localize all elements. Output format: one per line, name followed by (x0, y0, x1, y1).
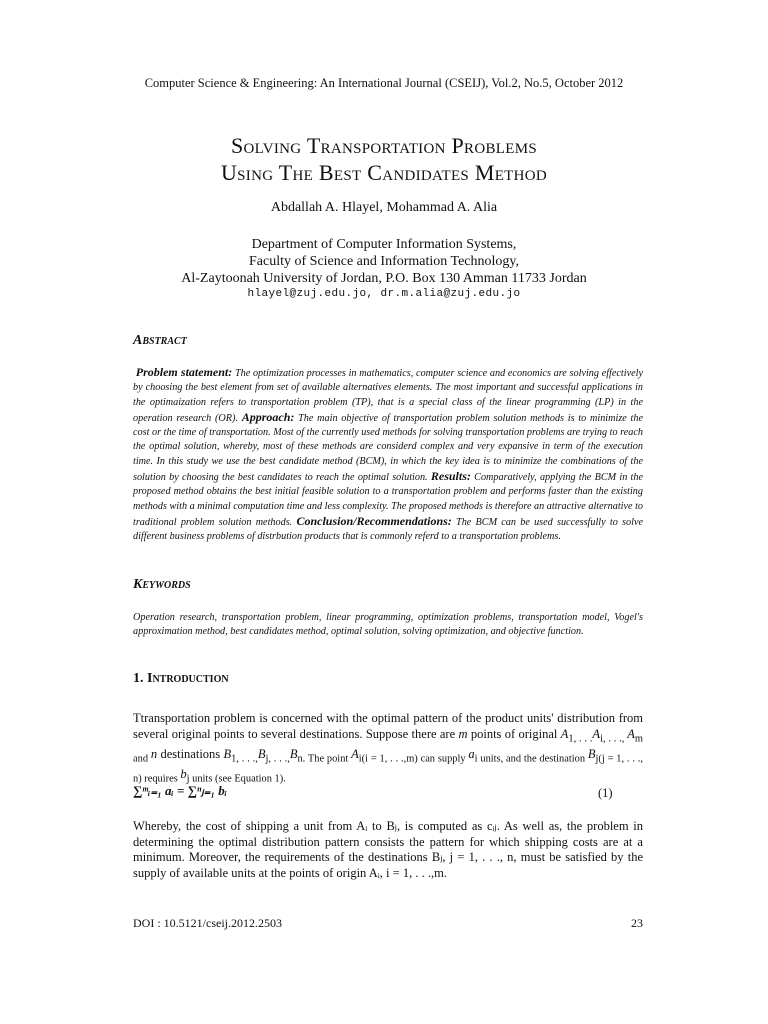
intro-var: m (458, 726, 468, 741)
intro-var: b (180, 766, 187, 781)
intro-sub: i units, and the destination (474, 753, 588, 764)
intro-sub: m and (133, 733, 643, 764)
approach-label: Approach: (241, 409, 295, 424)
equation-number: (1) (598, 786, 613, 800)
intro-var: a (468, 746, 475, 761)
introduction-paragraph-2: Whereby, the cost of shipping a unit from Aᵢ to Bⱼ, is computed as cᵢⱼ. As well as, the problem in determining the optimal distribution pattern consists the pattern for which shipping costs are at a minimum. Moreover, the requirements of the destinations Bⱼ, j = 1, . . ., n, must be satisfied by the supply of available units at the points of origin Aᵢ, i = 1, . . .,m. (133, 819, 643, 880)
intro-text: points of original (467, 726, 561, 741)
intro-var: n (150, 746, 158, 761)
doi: DOI : 10.5121/cseij.2012.2503 (133, 916, 282, 930)
author-emails: hlayel@zuj.edu.jo, dr.m.alia@zuj.edu.jo (247, 288, 521, 300)
intro-sub: 1, . . . (568, 733, 593, 744)
intro-var: A (351, 746, 359, 761)
intro-sub: j units (see Equation 1). (186, 773, 286, 784)
title-line-2: Using The Best Candidates Method (220, 160, 548, 185)
intro-sub: j, . . ., (265, 753, 290, 764)
intro-var: A (592, 726, 601, 741)
keywords-body: Operation research, transportation problem, linear programming, optimization problems, transportation model, Vogel's approximation method, best candidates method, optimal solution, solving optimization, and objective function. (133, 612, 643, 638)
intro-var: B (587, 746, 596, 761)
affiliation-line-2: Faculty of Science and Information Technology, (249, 254, 519, 269)
intro-sub: n. The point (297, 753, 352, 764)
approach-text: The main objective of transportation problem solution methods is to minimize the cost or the time of transportation. Most of the currently used methods for solving transportation problems are trying to reach the optimal solution, whereby, most of these methods are considerd complex and very expansive in term of the execution time. In this study we use the best candidate method (BCM), in which the key idea is to minimize the combinations of the solution by choosing the best candidates to reach the optimal solution. (133, 412, 644, 484)
intro-sub: i(i = 1, . . .,m) can supply (358, 753, 469, 764)
intro-sub: i, . . ., (600, 733, 628, 744)
abstract-heading: Abstract (133, 333, 187, 348)
conclusion-label: Conclusion/Recommendations: (296, 513, 452, 528)
introduction-heading: 1. Introduction (133, 671, 229, 686)
intro-var: B (289, 746, 298, 761)
intro-var: B (257, 746, 266, 761)
affiliation-line-3: Al-Zaytoonah University of Jordan, P.O. Box 130 Amman 11733 Jordan (181, 271, 587, 286)
affiliation (0, 236, 768, 287)
intro-var: A (560, 726, 569, 741)
equation-1: ∑ᵐᵢ₌₁ aᵢ = ∑ⁿⱼ₌₁ bᵢ (133, 783, 228, 798)
introduction-paragraph-1 (133, 711, 643, 787)
journal-header: Computer Science & Engineering: An International Journal (CSEIJ), Vol.2, No.5, October 2012 (144, 76, 624, 90)
page-number: 23 (631, 916, 643, 930)
intro-text: destinations (157, 746, 224, 761)
intro-sub: 1, . . ., (231, 753, 258, 764)
intro-text: Ttransportation problem is concerned with the optimal pattern of the product units' distribution from several original points to several destinations. Suppose there are (133, 711, 643, 741)
abstract-body (133, 365, 643, 545)
paper-title (0, 132, 768, 186)
conclusion-text: The BCM can be used successfully to solve different business problems of distrbution products that is commonly referd to a transportation problems. (133, 516, 643, 543)
problem-statement-label: Problem statement: (135, 365, 233, 379)
intro-var: A (627, 726, 635, 741)
intro-var: B (223, 746, 232, 761)
results-label: Results: (430, 469, 471, 484)
problem-statement-text: The optimization processes in mathematics, computer science and economics are solving effectively by choosing the best element from set of available alternatives elements. The most important and successful applications in the optimaization refers to transportation problem (TP), that is a special class of the linear programming (LP) in the operation research (OR). (133, 368, 643, 424)
authors: Abdallah A. Hlayel, Mohammad A. Alia (270, 200, 498, 215)
keywords-heading: Keywords (133, 577, 191, 592)
title-line-1: Solving Transportation Problems (230, 133, 537, 158)
affiliation-line-1: Department of Computer Information Systems, (251, 237, 517, 252)
results-text: Comparatively, applying the BCM in the proposed method obtains the best initial feasible solution to a transportation problem and performs faster than the existing methods with a minimal computation time and less complexity. The proposed methods is therefore an attractive alternative to traditional problem solution methods. (133, 472, 643, 528)
intro-sub: j(j = 1, . . ., n) requires (133, 753, 643, 784)
